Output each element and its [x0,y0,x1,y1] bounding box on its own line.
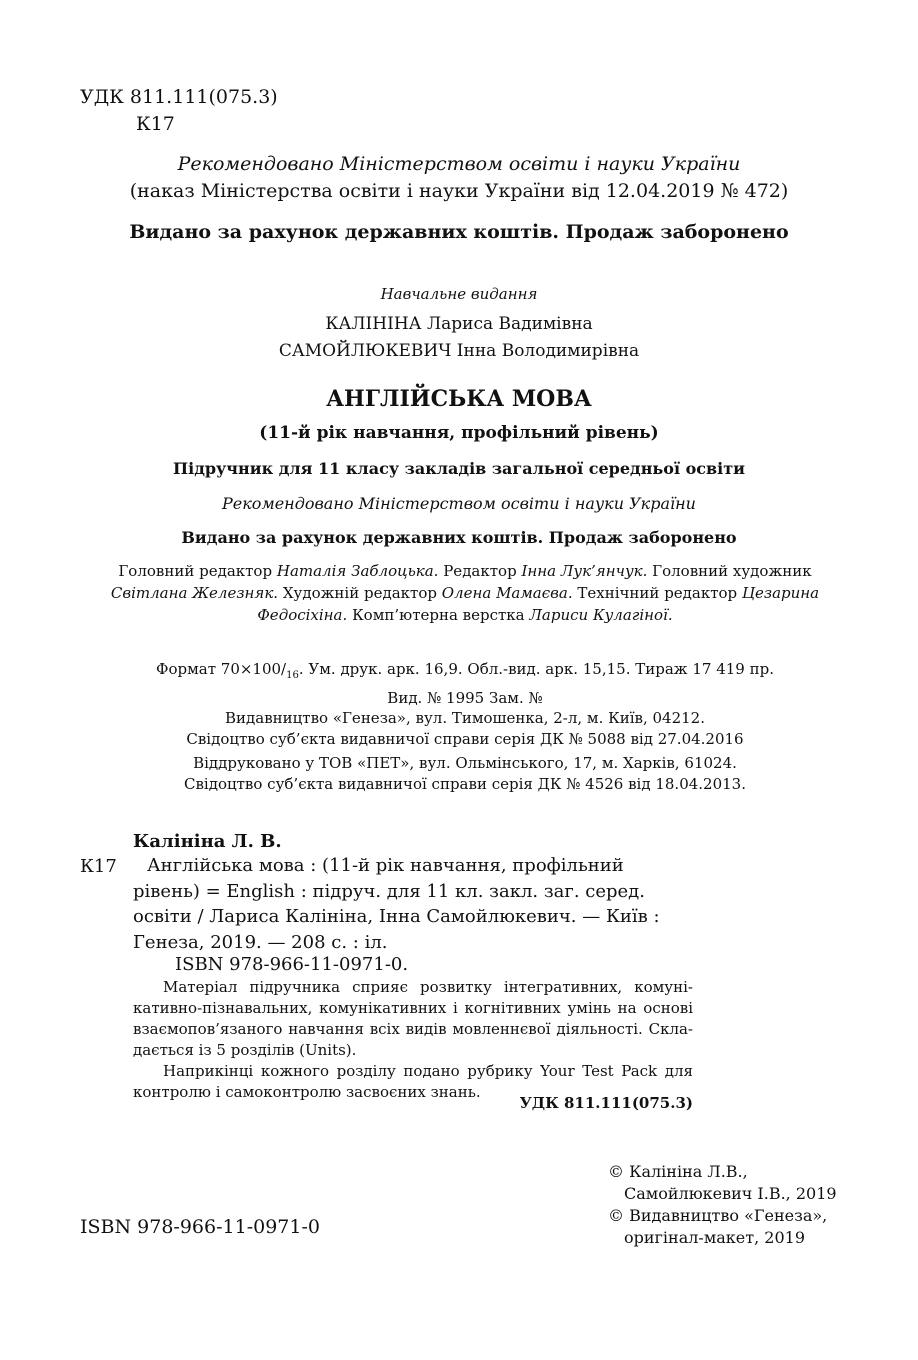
format-line-2: Вид. № 1995 Зам. № [387,689,543,707]
bib-udk: УДК 811.111(075.3) [519,1094,693,1112]
art-editor-label: Художній редактор [282,584,437,602]
author-1-name: Лариса Вадимівна [426,314,593,334]
publisher-line-2: Свідоцтво суб’єкта видавничої справи серія ДК № 5088 від 27.04.2016 [186,730,744,748]
book-title: АНГЛІЙСЬКА МОВА [326,386,592,412]
printer-block [90,753,840,795]
printer-line-1: Віддруковано у ТОВ «ПЕТ», вул. Ольмінського, 17, м. Харків, 61024. [193,754,737,772]
copyright-block [608,1161,837,1249]
format-block [90,658,840,709]
bib-k-code: К17 [80,856,117,877]
edition-type: Навчальне видання [380,285,538,303]
author-1 [0,314,918,334]
editor-name: Інна Лук’янчук. [521,562,648,580]
chief-editor-name: Наталія Заблоцька. [276,562,439,580]
annotation-paragraph-2: Наприкінці кожного розділу подано рубрику Your Test Pack для контролю і самоконтролю засвоєних знань. [133,1062,693,1101]
printer-line-2: Свідоцтво суб’єкта видавничої справи серія ДК № 4526 від 18.04.2013. [184,775,746,793]
bib-line: Англійська мова : (11-й рік навчання, профільний [147,855,624,876]
chief-artist-label: Головний художник [652,562,812,580]
author-1-surname: КАЛІНІНА [325,314,422,334]
publisher-block [90,708,840,750]
chief-artist-name: Світлана Железняк. [110,584,279,602]
chief-editor-label: Головний редактор [118,562,273,580]
recommendation-short: Рекомендовано Міністерством освіти і науки України [222,494,696,513]
isbn-bottom: ISBN 978-966-11-0971-0 [80,1216,320,1238]
annotation [133,977,693,1103]
author-2-surname: САМОЙЛЮКЕВИЧ [278,341,452,361]
author-2 [0,341,918,361]
editors-block [90,560,840,626]
author-2-name: Інна Володимирівна [456,341,640,361]
bib-author: Калініна Л. В. [133,831,282,852]
bib-line: Генеза, 2019. — 208 с. : іл. [133,931,388,953]
format-line-1 [90,658,840,687]
format-sub: 16 [286,670,299,681]
publisher-line-1: Видавництво «Генеза», вул. Тимошенка, 2-л, м. Київ, 04212. [225,709,705,727]
tech-editor-name: Цезарина Федосіхіна. [257,584,820,624]
state-funds-notice-2: Видано за рахунок державних коштів. Продаж заборонено [181,528,737,547]
book-subtitle-2: Підручник для 11 класу закладів загальної середньої освіти [173,459,745,478]
format-prefix: Формат 70×100/ [156,660,287,678]
layout-label: Комп’ютерна верстка [352,606,525,624]
tech-editor-label: Технічний редактор [577,584,738,602]
bib-line: рівень) = English : підруч. для 11 кл. закл. заг. серед. [133,880,645,902]
bib-description [133,853,693,955]
bib-line: освіти / Лариса Калініна, Інна Самойлюкевич. — Київ : [133,906,660,927]
copyright-line-4: оригінал-макет, 2019 [624,1228,806,1247]
k-code: К17 [136,113,175,135]
copyright-line-3: © Видавництво «Генеза», [608,1206,828,1225]
book-subtitle: (11-й рік навчання, профільний рівень) [259,423,659,443]
recommendation-line: Рекомендовано Міністерством освіти і науки України [177,153,741,175]
copyright-line-2: Самойлюкевич І.В., 2019 [624,1184,837,1203]
art-editor-name: Олена Мамаєва. [441,584,573,602]
annotation-paragraph-1: Матеріал підручника сприяє розвитку інтегративних, комуні-кативно-пізнавальних, комунікативних і когнітивних умінь на основі взаємопов’язаного навчання всіх видів мовленнєвої діяльності. Скла-дається із 5 розділів (Units). [133,978,693,1059]
udk-header [80,84,278,138]
bib-isbn: ISBN 978-966-11-0971-0. [175,954,409,975]
order-line: (наказ Міністерства освіти і науки України від 12.04.2019 № 472) [129,180,789,202]
copyright-line-1: © Калініна Л.В., [608,1162,748,1181]
udk-code: УДК 811.111(075.3) [80,86,278,108]
editor-label: Редактор [443,562,517,580]
format-rest: . Ум. друк. арк. 16,9. Обл.-вид. арк. 15,15. Тираж 17 419 пр. [298,660,774,678]
layout-name: Лариси Кулагіної. [529,606,673,624]
state-funds-notice: Видано за рахунок державних коштів. Продаж заборонено [129,221,789,243]
